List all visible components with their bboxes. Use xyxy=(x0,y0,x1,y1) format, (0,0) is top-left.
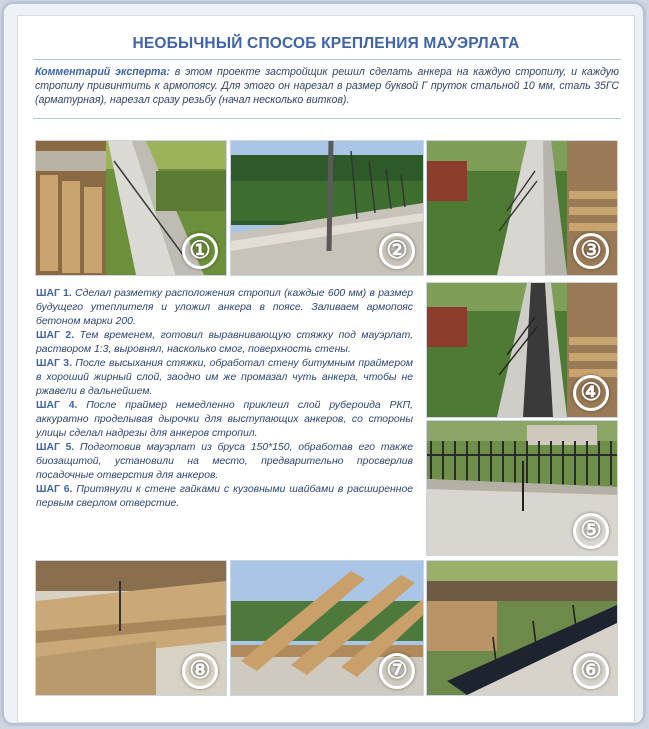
page-title: НЕОБЫЧНЫЙ СПОСОБ КРЕПЛЕНИЯ МАУЭРЛАТА xyxy=(132,35,520,52)
circled-number-2-icon: ② xyxy=(379,233,415,269)
circled-number-6-icon: ⑥ xyxy=(573,653,609,689)
circled-number-7-icon: ⑦ xyxy=(379,653,415,689)
circled-number-1-icon: ① xyxy=(182,233,218,269)
expert-comment-text: в этом проекте застройщик решил сделать анкера на каждую стропилу, и каждую стропилу привинтить к армопоясу. Для этого он нарезал в размер буквой Г пруток стальной 10 мм, сталь 35ГС (арматурная), нарезал сразу резьбу (начал несколько витков). xyxy=(35,66,619,106)
step-5-label: ШАГ 5. xyxy=(36,442,75,453)
photo-step-4 xyxy=(426,282,618,418)
photo-step-6 xyxy=(426,560,618,696)
step-3-text: После высыхания стяжки, обработал стену битумным праймером в хороший жирный слой, заодно им же промазал чуть анкера, чтобы не ржавели в дальнейшем. xyxy=(36,358,414,397)
photo-step-8 xyxy=(35,560,227,696)
comment-divider xyxy=(33,118,621,119)
step-1-text: Сделал разметку расположения стропил (каждые 600 мм) в размер будущего утеплителя и уложил анкера в поясе. Заливаем армопояс бетоном марки 200. xyxy=(36,288,414,327)
step-6 xyxy=(36,483,413,511)
step-2 xyxy=(36,329,413,357)
photo-step-7 xyxy=(230,560,424,696)
step-1-label: ШАГ 1. xyxy=(36,288,72,299)
steps-list xyxy=(36,287,413,511)
step-4-label: ШАГ 4. xyxy=(36,400,78,411)
step-2-text: Тем временем, готовил выравнивающую стяжку под мауэрлат, раствором 1:3, выровнял, насколько смог, поверхность стены. xyxy=(36,330,413,355)
step-6-text: Притянули к стене гайками с кузовными шайбами в расширенное первым сверлом отверстие. xyxy=(36,484,413,509)
photo-step-2 xyxy=(230,140,424,276)
step-6-label: ШАГ 6. xyxy=(36,484,73,495)
photo-step-5 xyxy=(426,420,618,556)
circled-number-3-icon: ③ xyxy=(573,233,609,269)
photo-step-3 xyxy=(426,140,618,276)
page-frame xyxy=(3,3,644,724)
title-divider xyxy=(33,59,621,60)
circled-number-8-icon: ⑧ xyxy=(182,653,218,689)
step-5-text: Подготовив мауэрлат из бруса 150*150, обработав его также биозащитой, установили на место, предварительно просверлив посадочные отверстия для анкеров. xyxy=(36,442,413,481)
step-2-label: ШАГ 2. xyxy=(36,330,75,341)
step-4-text: После праймер немедленно приклеил слой рубероида РКП, аккуратно проделывая дырочки для выступающих анкеров, со стороны улицы сделал надрезы для анкеров стропил. xyxy=(36,400,413,439)
photo-step-1 xyxy=(35,140,227,276)
step-1 xyxy=(36,287,413,329)
step-4 xyxy=(36,399,413,441)
circled-number-5-icon: ⑤ xyxy=(573,513,609,549)
content-panel xyxy=(17,15,635,723)
step-5 xyxy=(36,441,413,483)
expert-comment xyxy=(35,65,619,107)
expert-comment-lead: Комментарий эксперта: xyxy=(35,66,170,78)
step-3 xyxy=(36,357,413,399)
circled-number-4-icon: ④ xyxy=(573,375,609,411)
step-3-label: ШАГ 3. xyxy=(36,358,72,369)
